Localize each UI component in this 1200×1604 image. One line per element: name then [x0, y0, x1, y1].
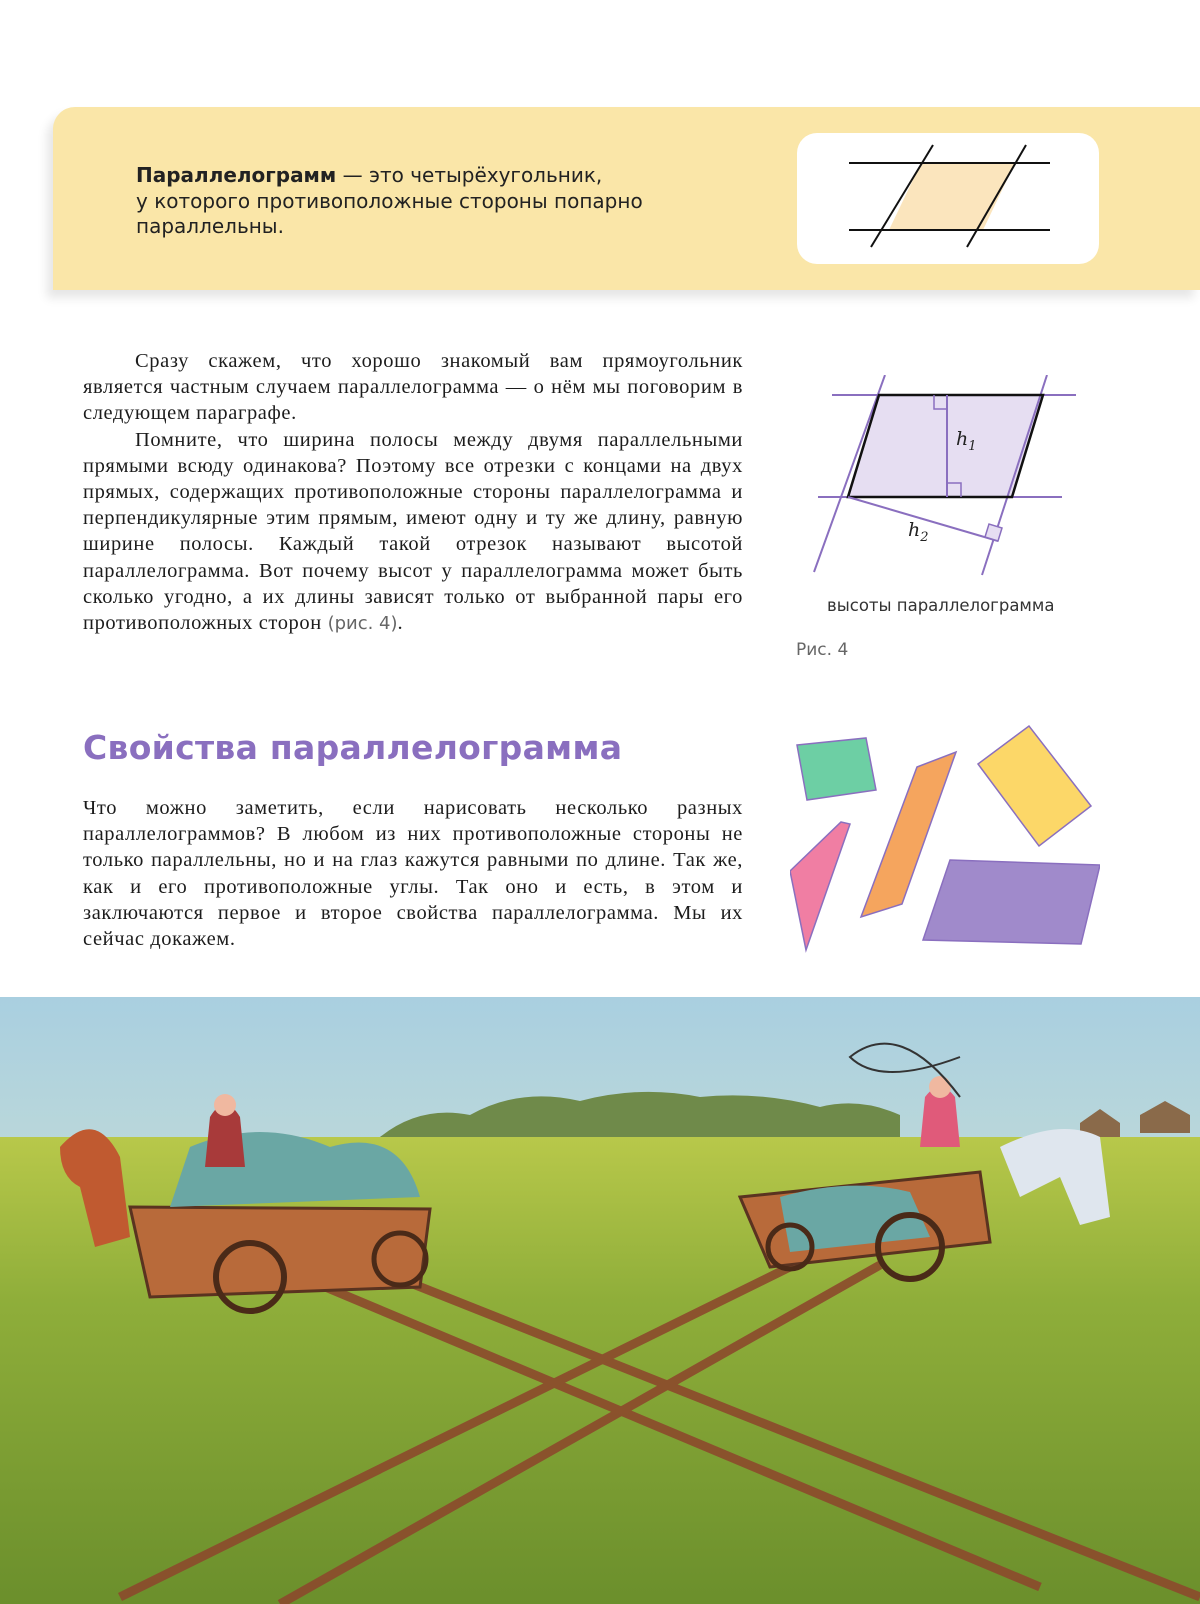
paragraph-2-text: Помните, что ширина полосы между двумя параллельными прямыми всюду одинакова? Поэтому все отрезки с концами на двух прямых, содержащих противоположные стороны параллелограмма и перпендикулярные этим прямым, имеют одну и ту же длину, равную ширине полосы. Каждый такой отрезок называют высотой параллелограмма. Вот почему высот у параллелограмма может быть сколько угодно, а их длины зависят только от выбранной пары его противоположных сторон: [83, 428, 743, 635]
section-text: [83, 795, 743, 952]
paragraph-1: Сразу скажем, что хорошо знакомый вам прямоугольник является частным случаем параллелограмма — о нём мы поговорим в следующем параграфе.: [83, 350, 743, 425]
section-paragraph: Что можно заметить, если нарисовать несколько разных параллелограммов? В любом из них противоположные стороны не только параллельны, но и на глаз кажутся равными по длине. Так же, как и его противоположные углы. Так оно и есть, в этом и заключаются первое и второе свойства параллелограмма. Мы их сейчас докажем.: [83, 797, 743, 951]
parallelogram-lines-diagram: [797, 133, 1099, 264]
definition-figure: [797, 133, 1099, 264]
figure-4-heights-diagram: [790, 375, 1090, 585]
paragraph-2-end: .: [397, 612, 404, 635]
colored-parallelograms: [790, 718, 1100, 958]
figure-caption: высоты параллелограмма: [827, 596, 1055, 615]
definition-box: [53, 107, 1200, 290]
definition-line-2: у которого противоположные стороны попарно: [136, 188, 643, 213]
carts-illustration: [0, 997, 1200, 1604]
h2-label: $h_2$: [908, 519, 929, 545]
body-text: [83, 348, 743, 637]
h1-label: $h_1$: [956, 428, 977, 454]
paragraph-2: [83, 427, 743, 638]
definition-line-3: параллельны.: [136, 214, 284, 238]
definition-text: [136, 163, 706, 240]
figure-reference: (рис. 4): [327, 613, 398, 635]
pink-parallelogram: [790, 822, 850, 950]
yellow-parallelogram: [978, 726, 1091, 846]
definition-line-1: — это четырёхугольник,: [336, 163, 603, 187]
green-parallelogram: [797, 738, 876, 800]
figure-4-parallelogram: [848, 395, 1043, 497]
figure-label: Рис. 4: [796, 640, 849, 660]
violet-parallelogram: [923, 860, 1100, 944]
section-heading: Свойства параллелограмма: [83, 728, 623, 767]
definition-term: Параллелограмм: [136, 163, 337, 187]
